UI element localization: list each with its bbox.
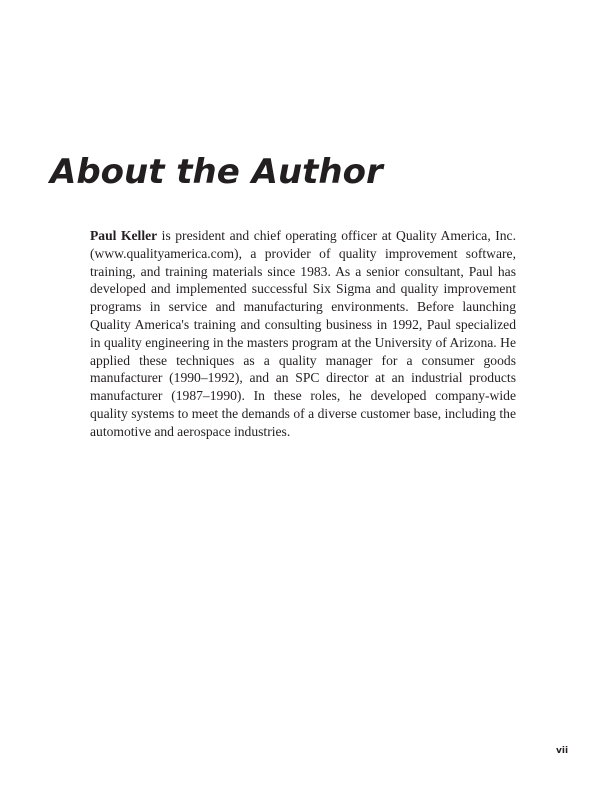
- author-bio-text: is president and chief operating officer at Quality America, Inc. (www.qualityamerica.com), a provider of quality improvement software, training, and training materials since 1983. As a senior consultant, Paul has developed and implemented successful Six Sigma and quality improvement programs in service and manufacturing environments. Before launching Quality America's training and consulting business in 1992, Paul specialized in quality engineering in the masters program at the University of Arizona. He applied these techniques as a quality manager for a consumer goods manufacturer (1990–1992), and an SPC director at an industrial products manufacturer (1987–1990). In these roles, he developed company-wide quality systems to meet the demands of a diverse customer base, including the automotive and aerospace industries.: [90, 228, 516, 439]
- page-number: vii: [556, 746, 569, 756]
- page-title: About the Author: [50, 152, 383, 192]
- author-bio-paragraph: [90, 227, 516, 441]
- author-name: Paul Keller: [90, 228, 158, 243]
